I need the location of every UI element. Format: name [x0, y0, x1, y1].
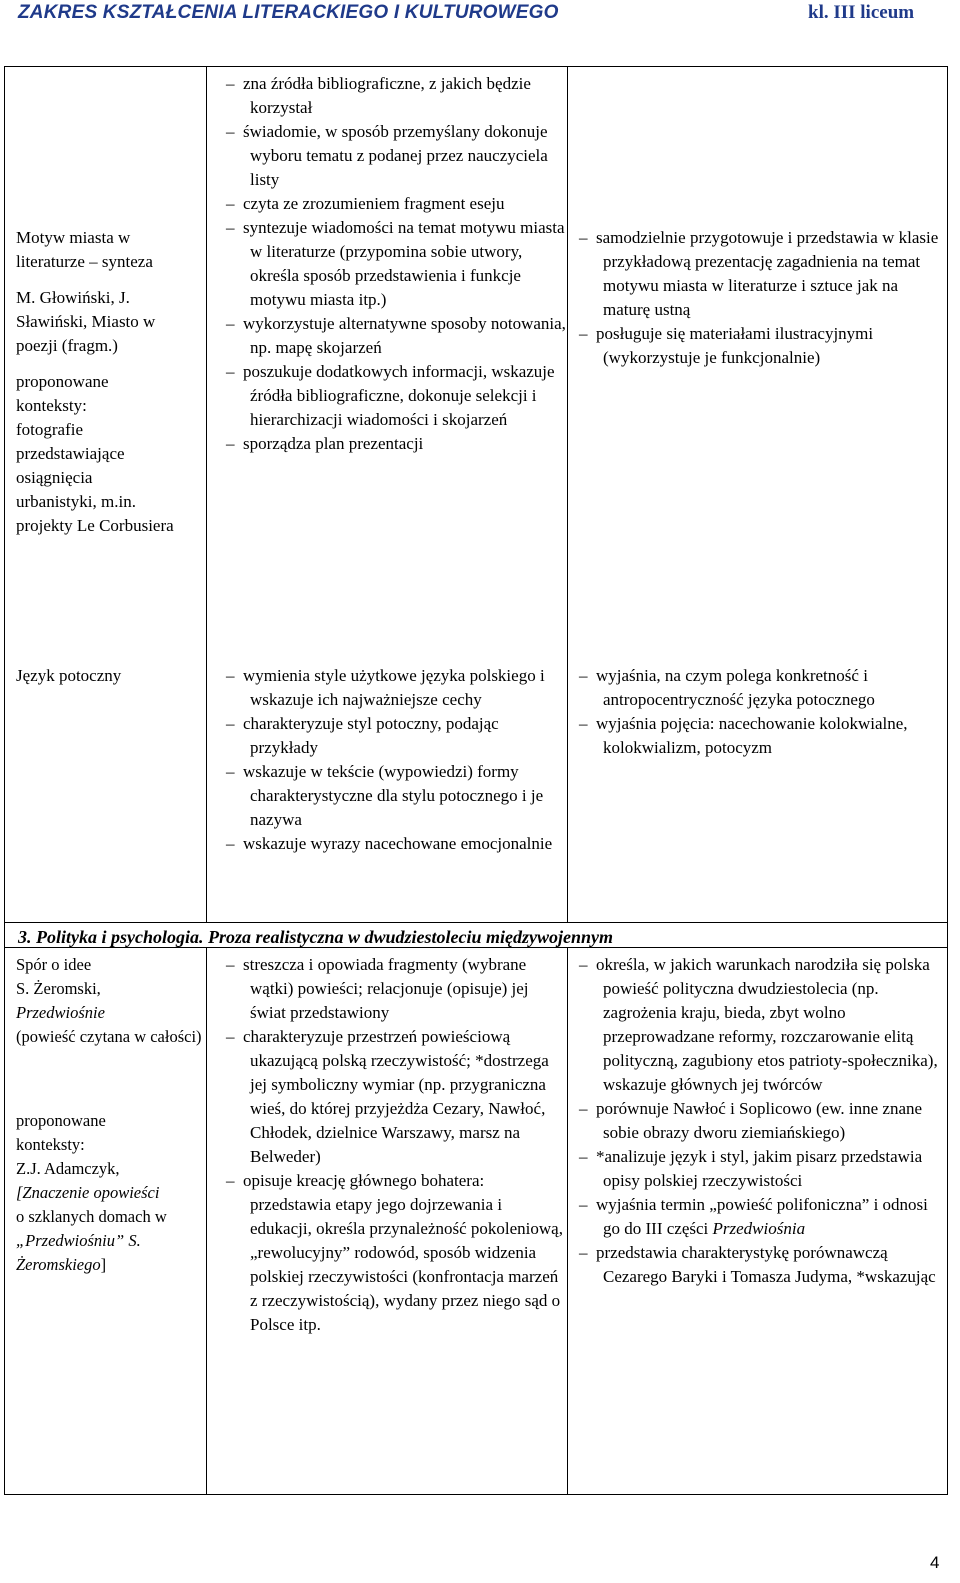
requirement-item [579, 1193, 945, 1241]
topic-line: konteksty: [16, 1135, 85, 1154]
requirement-item: – charakteryzuje styl potoczny, podając przykłady [226, 712, 566, 760]
requirement-item: – porównuje Nawłoć i Soplicowo (ew. inne znane sobie obrazy dworu ziemiańskiego) [579, 1097, 945, 1145]
topic-line: (powieść czytana w całości) [16, 1027, 202, 1046]
topic-line [16, 1253, 206, 1277]
requirement-item: – streszcza i opowiada fragmenty (wybrane wątki) powieści; relacjonuje (opisuje) jej świat przedstawiony [226, 953, 566, 1025]
document-header-title: ZAKRES KSZTAŁCENIA LITERACKIEGO I KULTUROWEGO [18, 2, 559, 23]
topic-line: M. Głowiński, J. [16, 288, 130, 307]
table-left-border [4, 66, 5, 1495]
row3-topic-cell [16, 953, 206, 1277]
section-top-border [4, 922, 948, 923]
topic-line-italic: Żeromskiego [16, 1255, 101, 1274]
requirement-item: – charakteryzuje przestrzeń powieściową ukazującą polską rzeczywistość; *dostrzega jej symboliczny wymiar (np. przygraniczna wieś, do której przyjeżdża Cezary, Nawłoć, Chłodek, dzielnice Warszawy, marsz na Belweder) [226, 1025, 566, 1169]
column-divider-1 [206, 66, 207, 922]
requirement-item: – wyjaśnia, na czym polega konkretność i antropocentryczność języka potocznego [579, 664, 945, 712]
topic-line: [Znaczenie opowieści [16, 1183, 160, 1202]
table-right-border [947, 66, 948, 1495]
page-number: 4 [930, 1553, 940, 1572]
topic-line-end: ] [100, 1255, 107, 1274]
requirement-item: – zna źródła bibliograficzne, z jakich będzie korzystał [226, 72, 566, 120]
requirement-item: – posługuje się materiałami ilustracyjnymi (wykorzystuje je funkcjonalnie) [579, 322, 945, 370]
topic-line: literaturze – synteza [16, 252, 153, 271]
document-header-level: kl. III liceum [808, 2, 915, 23]
requirement-item: – sporządza plan prezentacji [226, 432, 566, 456]
row2-requirements-extended [579, 664, 945, 760]
row1-requirements-extended [579, 226, 945, 370]
requirement-item: – syntezuje wiadomości na temat motywu miasta w literaturze (przypomina sobie utwory, określa sposób przedstawienia i funkcje motywu miasta itp.) [226, 216, 566, 312]
requirement-item: – samodzielnie przygotowuje i przedstawia w klasie przykładową prezentację zagadnienia na temat motywu miasta w literaturze i sztuce jak na maturę ustną [579, 226, 945, 322]
topic-line: S. Żeromski, [16, 979, 101, 998]
topic-line: poezji (fragm.) [16, 336, 118, 355]
topic-line: o szklanych domach w [16, 1207, 167, 1226]
requirement-item: – poszukuje dodatkowych informacji, wskazuje źródła bibliograficzne, dokonuje selekcji i hierarchizacji wiadomości i skojarzeń [226, 360, 566, 432]
row1-requirements-basic [226, 72, 566, 456]
topic-line: „Przedwiośniu” S. [16, 1231, 141, 1250]
topic-line: proponowane [16, 372, 109, 391]
requirement-item: – opisuje kreację głównego bohatera: przedstawia etapy jego dojrzewania i edukacji, określa przynależność pokoleniową, „rewolucyjny” rodowód, sposób widzenia polskiej rzeczywistości (konfrontacja marzeń z rzeczywistością), wydany przez niego sąd o Polsce itp. [226, 1169, 566, 1337]
section-heading: 3. Polityka i psychologia. Proza realistyczna w dwudziestoleciu międzywojennym [18, 927, 613, 947]
topic-line: przedstawiające [16, 444, 125, 463]
row1-topic-cell [16, 226, 204, 538]
topic-line: konteksty: [16, 396, 87, 415]
topic-line: Motyw miasta w [16, 228, 131, 247]
topic-line: urbanistyki, m.in. [16, 492, 136, 511]
topic-line: Przedwiośnie [16, 1003, 105, 1022]
topic-line: Z.J. Adamczyk, [16, 1159, 120, 1178]
requirement-item: – określa, w jakich warunkach narodziła się polska powieść polityczna dwudziestolecia (np. zagrożenia kraju, bieda, zbyt wolno przeprowadzane reformy, rozczarowanie elitą polityczną, zagubiony etos patrioty-społecznika), wskazuje głównych jej twórców [579, 953, 945, 1097]
topic-line: Język potoczny [16, 666, 122, 685]
requirement-italic: Przedwiośnia [712, 1219, 806, 1238]
row3-requirements-basic [226, 953, 566, 1337]
row2-topic-cell [16, 664, 204, 688]
row2-requirements-basic [226, 664, 566, 856]
topic-line: osiągnięcia [16, 468, 93, 487]
requirement-item: – czyta ze zrozumieniem fragment eseju [226, 192, 566, 216]
requirement-text: wyjaśnia termin „powieść polifoniczna” i odnosi go do III części [596, 1195, 928, 1238]
column-divider-2 [567, 66, 568, 922]
requirement-item: – wskazuje wyrazy nacechowane emocjonalnie [226, 832, 566, 856]
topic-line: Spór o idee [16, 955, 92, 974]
table-top-border [4, 66, 948, 67]
requirement-item: – wykorzystuje alternatywne sposoby notowania, np. mapę skojarzeń [226, 312, 566, 360]
topic-line: projekty Le Corbusiera [16, 516, 174, 535]
table-bottom-border [4, 1494, 948, 1495]
requirement-item: – wymienia style użytkowe języka polskiego i wskazuje ich najważniejsze cechy [226, 664, 566, 712]
topic-line: proponowane [16, 1111, 106, 1130]
column-divider-2b [567, 947, 568, 1495]
topic-line: Sławiński, Miasto w [16, 312, 156, 331]
topic-line: fotografie [16, 420, 84, 439]
requirement-item: – wskazuje w tekście (wypowiedzi) formy charakterystyczne dla stylu potocznego i je nazywa [226, 760, 566, 832]
requirement-item: – wyjaśnia pojęcia: nacechowanie kolokwialne, kolokwializm, potocyzm [579, 712, 945, 760]
row3-requirements-extended [579, 953, 945, 1289]
column-divider-1b [206, 947, 207, 1495]
requirement-item: – przedstawia charakterystykę porównawczą Cezarego Baryki i Tomasza Judyma, *wskazując [579, 1241, 945, 1289]
requirement-item: – *analizuje język i styl, jakim pisarz przedstawia opisy polskiej rzeczywistości [579, 1145, 945, 1193]
requirement-item: – świadomie, w sposób przemyślany dokonuje wyboru tematu z podanej przez nauczyciela listy [226, 120, 566, 192]
